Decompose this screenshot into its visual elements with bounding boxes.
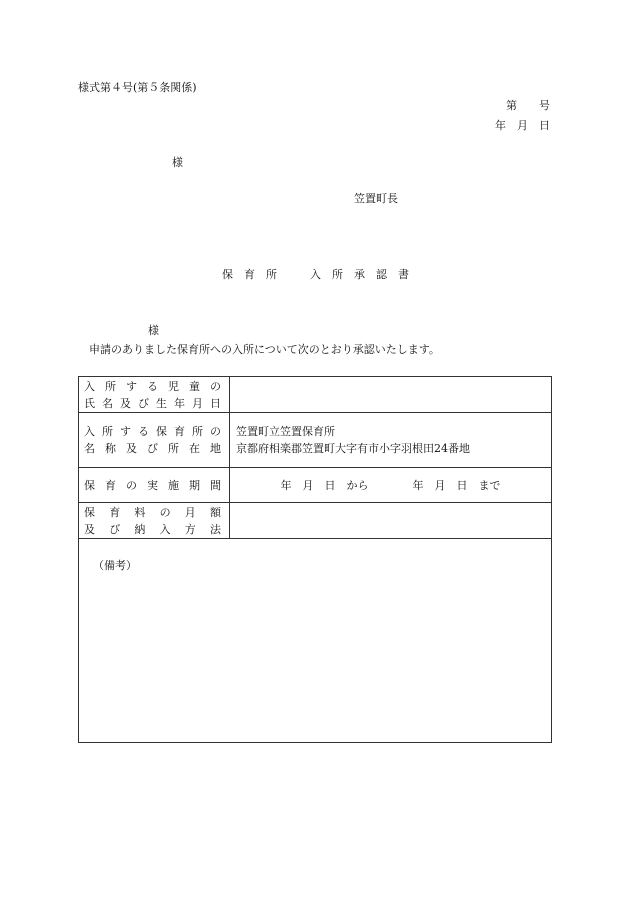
label-cell — [79, 413, 230, 468]
document-number: 第 号 — [506, 99, 550, 112]
title-char: 育 — [244, 268, 255, 281]
facility-info-cell — [230, 413, 552, 468]
period-cell: 年 月 日 から 年 月 日 まで — [230, 468, 552, 503]
label-line: 保育の実施期間 — [84, 478, 223, 492]
title-char — [288, 268, 299, 281]
title-char: 書 — [398, 268, 409, 281]
title-char: 所 — [332, 268, 343, 281]
form-number: 様式第４号(第５条関係) — [78, 81, 197, 94]
table-row-fee — [79, 503, 552, 539]
title-char: 認 — [376, 268, 387, 281]
facility-address: 京都府相楽郡笠置町大字有市小字羽根田24番地 — [236, 442, 470, 455]
label-line: 入所する保育所の — [84, 425, 223, 438]
child-info-cell — [230, 377, 552, 413]
recipient-honorific: 様 — [172, 156, 183, 169]
table-row-facility — [79, 413, 552, 468]
document-title — [222, 269, 420, 280]
label-cell — [79, 377, 230, 413]
title-char: 入 — [310, 268, 321, 281]
title-char: 保 — [222, 268, 233, 281]
title-char: 承 — [354, 268, 365, 281]
issuer-name: 笠置町長 — [354, 192, 398, 205]
remarks-label: （備考） — [93, 559, 137, 572]
label-line: 氏名及び生年月日 — [84, 396, 223, 410]
table-row-remarks — [79, 539, 552, 743]
applicant-honorific: 様 — [148, 324, 159, 337]
intro-text: 申請のありました保育所への入所について次のとおり承認いたします。 — [89, 343, 440, 356]
facility-name: 笠置町立笠置保育所 — [236, 425, 335, 438]
label-line: 名称及び所在地 — [84, 442, 223, 455]
table-row-period — [79, 468, 552, 503]
label-line: 入所する児童の — [84, 379, 223, 393]
label-line: 保育料の月額 — [84, 505, 223, 519]
title-char: 所 — [266, 268, 277, 281]
label-cell — [79, 468, 230, 503]
table-row-child — [79, 377, 552, 413]
remarks-cell — [79, 539, 552, 743]
document-date: 年 月 日 — [495, 119, 550, 132]
approval-table — [78, 376, 552, 743]
fee-info-cell — [230, 503, 552, 539]
label-line: 及び納入方法 — [84, 522, 223, 536]
label-cell — [79, 503, 230, 539]
